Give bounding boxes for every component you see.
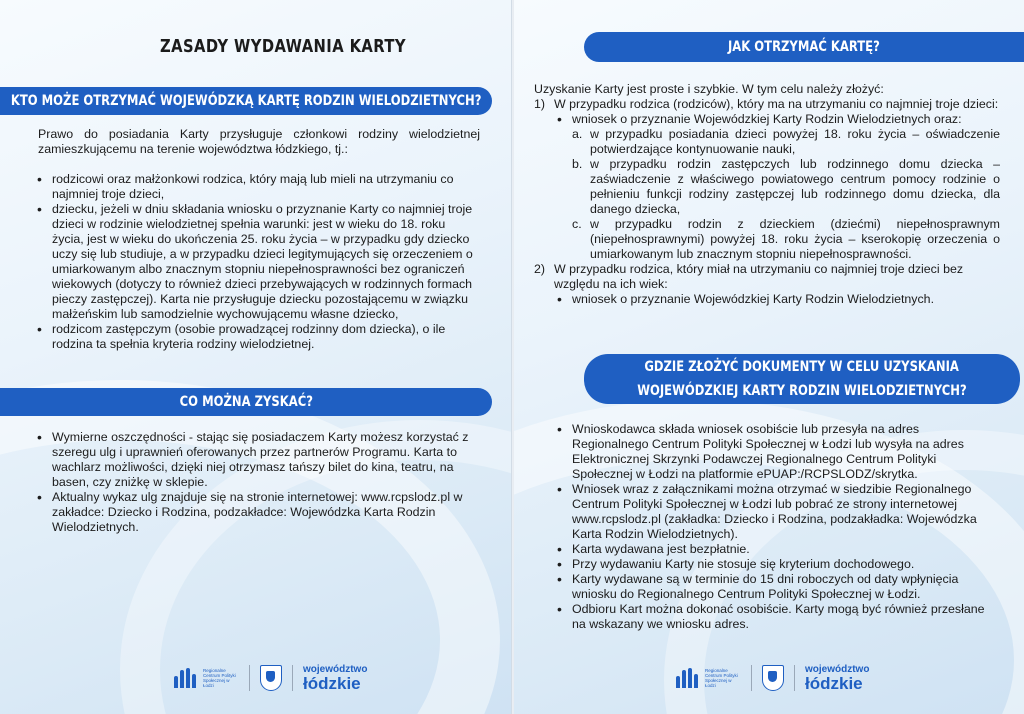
list-item: • dziecku, jeżeli w dniu składania wniosku o przyznanie Karty co najmniej troje dzieci w rodzinie wielodzietnej spełnia warunki: jest w wieku do 18. roku życia, jest w wieku do ukończenia 25. roku życia – w przypadku gdy dziecko uczy się lub studiuje, a w przypadku dzieci legitymujących się orzeczeniem o umiarkowanym albo znacznym stopniu niepełnosprawności bez ograniczeń wiekowych (dotyczy to również dzieci przebywających w rodzinnych formach pieczy zastępczej). Karta nie przysługuje dziecku pozostającemu w związku małżeńskim lub samodzielnie wychowującemu własne dziecko, [34, 202, 480, 322]
section-heading: GDZIE ZŁOŻYĆ DOKUMENTY W CELU UZYSKANIA [644, 359, 960, 375]
section-heading: JAK OTRZYMAĆ KARTĘ? [728, 39, 880, 55]
logo-line: województwo [805, 664, 870, 675]
section-heading: CO MOŻNA ZYSKAĆ? [179, 394, 313, 410]
footer-logos [676, 664, 869, 692]
section-banner-where [584, 354, 1020, 404]
list-item: • Wnioskodawca składa wniosek osobiście lub przesyła na adres Regionalnego Centrum Polityki Społecznej w Łodzi lub wysyła na adres Elektronicznej Skrzynki Podawczej Regionalnego Centrum Polityki Społecznej w Łodzi na platformie ePUAP:/RCPSLODZ/skrytka. [554, 422, 990, 482]
rcps-logo-icon [174, 668, 200, 688]
list-item: • Karty wydawane są w terminie do 15 dni roboczych od daty wpłynięcia wniosku do Regionalnego Centrum Polityki Społecznej w Łodzi. [554, 572, 990, 602]
logo-line: łódzkie [303, 674, 361, 693]
step-item [534, 97, 1000, 262]
who-list [34, 172, 480, 352]
page-title: ZASADY WYDAWANIA KARTY [160, 36, 406, 57]
where-list [554, 422, 990, 632]
step-bullets [554, 112, 1000, 262]
logo-line: województwo [303, 664, 368, 675]
rcps-logo-text: Regionalne Centrum Polityki Społecznej w Łodzi [705, 668, 738, 688]
wojewodztwo-logo [805, 664, 869, 692]
wojewodztwo-logo [303, 664, 367, 692]
step-number: 2) [534, 262, 546, 276]
footer-logos [174, 664, 367, 692]
divider [794, 665, 795, 691]
step-bullets [554, 292, 1000, 307]
section-banner-gain [0, 388, 492, 416]
how-intro: Uzyskanie Karty jest proste i szybkie. W tym celu należy złożyć: [534, 82, 884, 96]
coat-of-arms-icon [762, 665, 784, 691]
section-banner-who [0, 87, 492, 115]
coat-of-arms-icon [260, 665, 282, 691]
list-item: • Wniosek wraz z załącznikami można otrzymać w siedzibie Regionalnego Centrum Polityki Społecznej w Łodzi lub pobrać ze strony internetowej www.rcpslodz.pl (zakładka: Dziecko i Rodzina, podzakładka: Wojewódzka Karta Rodzin Wielodzietnych). [554, 482, 990, 542]
list-item: • wniosek o przyznanie Wojewódzkiej Karty Rodzin Wielodzietnych. [554, 292, 1000, 307]
list-item: • rodzicom zastępczym (osobie prowadzącej rodzinny dom dziecka), o ile rodzina ta spełnia kryteria rodziny wielodzietnej. [34, 322, 480, 352]
section-heading: KTO MOŻE OTRZYMAĆ WOJEWÓDZKĄ KARTĘ RODZIN WIELODZIETNYCH? [10, 93, 482, 109]
step-text: W przypadku rodzica (rodziców), który ma na utrzymaniu co najmniej troje dzieci: [554, 97, 999, 111]
right-panel [514, 0, 1024, 714]
section-heading: WOJEWÓDZKIEJ KARTY RODZIN WIELODZIETNYCH? [637, 383, 967, 399]
divider [751, 665, 752, 691]
list-item: • Przy wydawaniu Karty nie stosuje się kryterium dochodowego. [554, 557, 990, 572]
logo-line: łódzkie [805, 674, 863, 693]
list-item: • Wymierne oszczędności - stając się posiadaczem Karty możesz korzystać z szeregu ulg i uprawnień oferowanych przez partnerów Programu. Karta to wachlarz możliwości, dzięki niej otrzymasz tańszy bilet do kina, teatru, na basen, czy zniżkę w sklepie. [34, 430, 480, 490]
step-number: 1) [534, 97, 546, 111]
rcps-logo [174, 668, 239, 688]
list-item: • Karta wydawana jest bezpłatnie. [554, 542, 990, 557]
sub-item: c. w przypadku rodzin z dzieckiem (dziećmi) niepełnosprawnym (niepełnosprawnymi) powyżej 18. roku życia – kserokopię orzeczenia o umiarkowanym lub znacznym stopniu niepełnosprawności. [572, 217, 1000, 261]
step-text: W przypadku rodzica, który miał na utrzymaniu co najmniej troje dzieci bez względu na ich wiek: [554, 262, 964, 291]
list-item: • Odbioru Kart można dokonać osobiście. Karty mogą być również przesłane na wskazany we wniosku adres. [554, 602, 990, 632]
rcps-logo-text: Regionalne Centrum Polityki Społecznej w Łodzi [203, 668, 236, 688]
sub-item: b. w przypadku rodzin zastępczych lub rodzinnego domu dziecka – zaświadczenie z właściwego powiatowego centrum pomocy rodzinie o pełnieniu funkcji rodziny zastępczej lub rodzinnego domu dziecka, dla danego dziecka, [572, 157, 1000, 216]
list-item: • Aktualny wykaz ulg znajduje się na stronie internetowej: www.rcpslodz.pl w zakładce: Dziecko i Rodzina, podzakładce: Wojewódzka Karta Rodzin Wielodzietnych. [34, 490, 480, 535]
how-steps [534, 97, 1000, 307]
divider [249, 665, 250, 691]
list-item: • rodzicowi oraz małżonkowi rodzica, który mają lub mieli na utrzymaniu co najmniej troje dzieci, [34, 172, 480, 202]
divider [292, 665, 293, 691]
list-item: wniosek o przyznanie Wojewódzkiej Karty Rodzin Wielodzietnych oraz: [572, 112, 962, 126]
section-banner-how [584, 32, 1024, 62]
step-item [534, 262, 1000, 307]
intro-paragraph: Prawo do posiadania Karty przysługuje członkowi rodziny wielodzietnej zamieszkującemu na terenie województwa łódzkiego, tj.: [38, 127, 480, 156]
sub-list [572, 127, 1000, 262]
rcps-logo [676, 668, 741, 688]
rcps-logo-icon [676, 668, 702, 688]
sub-item: a. w przypadku posiadania dzieci powyżej 18. roku życia – oświadczenie potwierdzające kontynuowanie nauki, [572, 127, 1000, 156]
gain-list [34, 430, 480, 535]
